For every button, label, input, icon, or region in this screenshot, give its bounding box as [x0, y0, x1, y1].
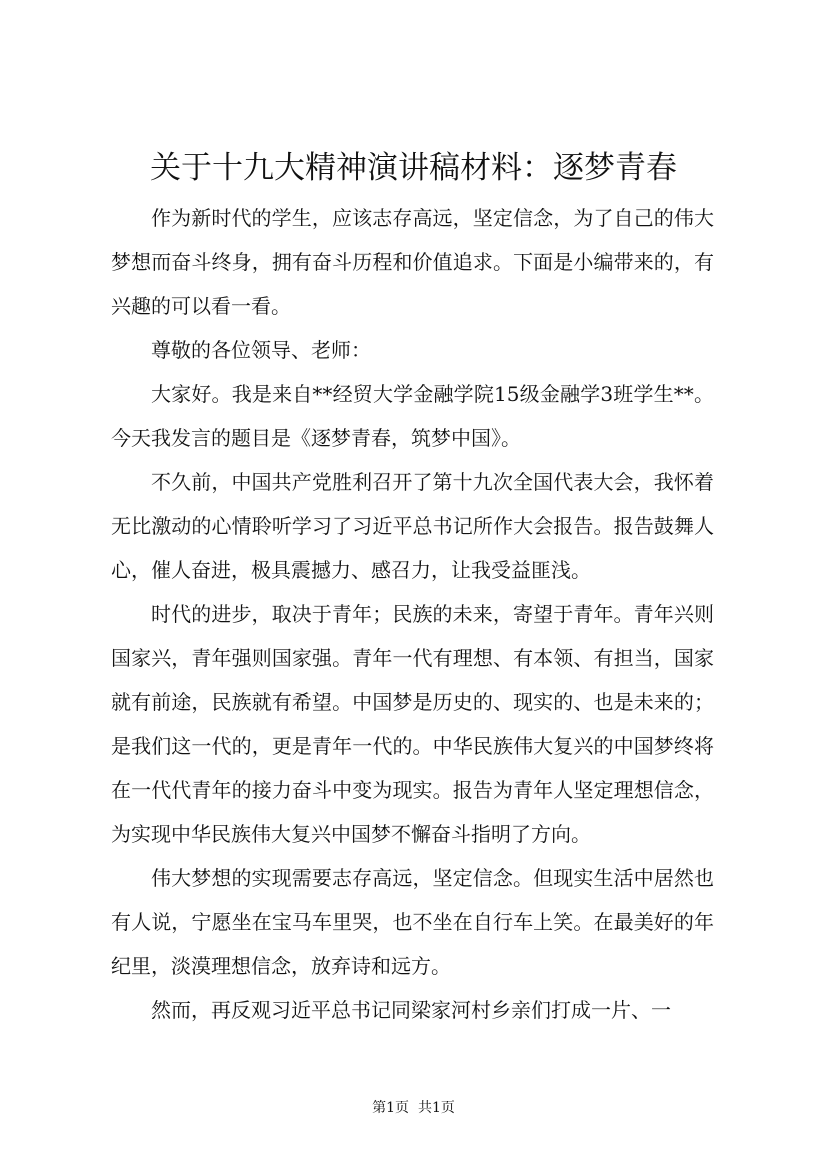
- paragraph-great-dream: 伟大梦想的实现需要志存高远，坚定信念。但现实生活中居然也有人说，宁愿坐在宝马车里哭，也不坐在自行车上笑。在最美好的年纪里，淡漠理想信念，放弃诗和远方。: [111, 866, 714, 978]
- paragraph-reflection: 然而，再反观习近平总书记同梁家河村乡亲们打成一片、一: [151, 998, 671, 1022]
- paragraph-intro: 作为新时代的学生，应该志存高远，坚定信念，为了自己的伟大梦想而奋斗终身，拥有奋斗历程和价值追求。下面是小编带来的，有兴趣的可以看一看。: [111, 206, 714, 318]
- page-number: 第1页 共1页: [372, 1100, 455, 1116]
- document-body: [111, 196, 714, 1032]
- paragraph-congress: 不久前，中国共产党胜利召开了第十九次全国代表大会，我怀着无比激动的心情聆听学习了习近平总书记所作大会报告。报告鼓舞人心，催人奋进，极具震撼力、感召力，让我受益匪浅。: [111, 470, 714, 582]
- document-title: 关于十九大精神演讲稿材料：逐梦青春: [150, 150, 677, 186]
- paragraph-self-introduction: 大家好。我是来自**经贸大学金融学院15级金融学3班学生**。今天我发言的题目是《逐梦青春，筑梦中国》。: [111, 382, 714, 450]
- paragraph-salutation: 尊敬的各位领导、老师：: [151, 338, 371, 362]
- page-footer: [0, 1098, 827, 1118]
- paragraph-youth: 时代的进步，取决于青年；民族的未来，寄望于青年。青年兴则国家兴，青年强则国家强。青年一代有理想、有本领、有担当，国家就有前途，民族就有希望。中国梦是历史的、现实的、也是未来的；是我们这一代的，更是青年一代的。中华民族伟大复兴的中国梦终将在一代代青年的接力奋斗中变为现实。报告为青年人坚定理想信念，为实现中华民族伟大复兴中国梦不懈奋斗指明了方向。: [111, 602, 714, 846]
